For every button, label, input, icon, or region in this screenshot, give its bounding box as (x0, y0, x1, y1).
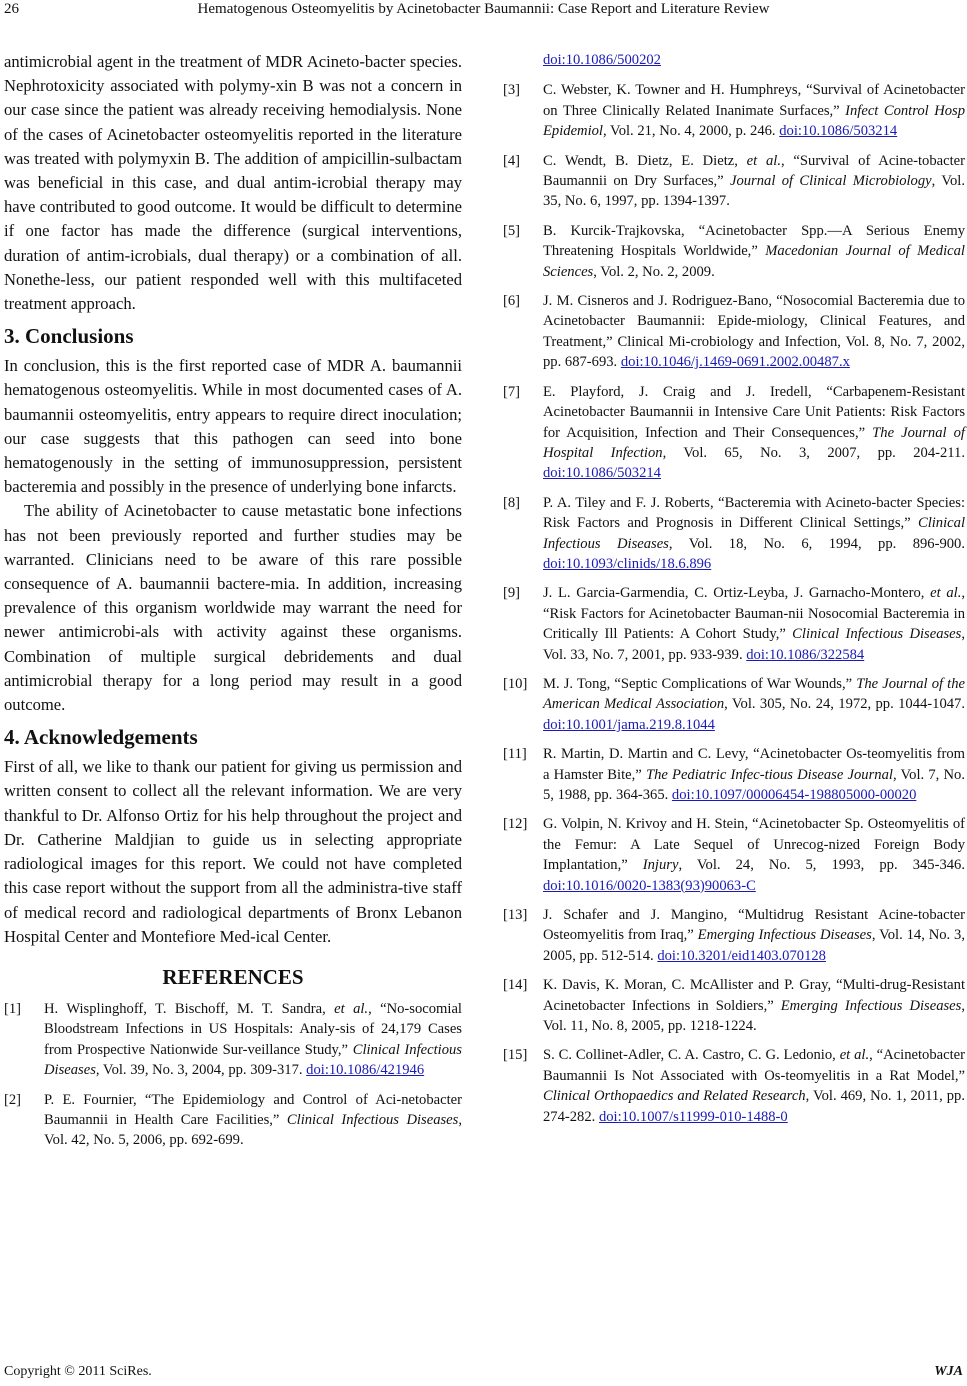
reference-number: [8] (503, 494, 521, 511)
reference-text: , Vol. 18, No. 6, 1994, pp. 896-900. (668, 535, 965, 552)
reference-7 (503, 382, 965, 484)
doi-link[interactable]: doi:10.1086/322584 (746, 646, 865, 663)
reference-number: [9] (503, 585, 521, 602)
reference-number: [13] (503, 907, 528, 924)
reference-journal: Clinical Infectious Diseases (44, 1041, 462, 1079)
reference-text: , Vol. 14, No. 3, 2005, pp. 512-514. (543, 927, 965, 964)
doi-link[interactable]: doi:10.3201/eid1403.070128 (657, 947, 826, 964)
reference-journal: Infect Control Hosp Epidemiol (543, 102, 966, 140)
reference-etal: et al. (839, 1047, 870, 1064)
reference-journal: Clinical Infectious Diseases (286, 1111, 459, 1128)
reference-number: [11] (503, 746, 527, 763)
doi-link[interactable]: doi:10.1046/j.1469-0691.2002.00487.x (620, 354, 850, 371)
doi-link[interactable]: doi:10.1093/clinids/18.6.896 (543, 555, 712, 572)
reference-number: [12] (503, 816, 528, 833)
reference-number: [7] (503, 383, 521, 400)
reference-14 (503, 975, 965, 1036)
reference-text: K. Davis, K. Moran, C. McAllister and P. Gray, “Multi-drug-Resistant Acinetobacter Infections in Soldiers,” (543, 977, 965, 1014)
reference-text: E. Playford, J. Craig and J. Iredell, “Carbapenem-Resistant Acinetobacter Baumannii in Intensive Care Unit Patients: Risk Factors for Acquisition, Infection and Their Consequences,” (543, 383, 965, 441)
reference-11 (503, 744, 965, 805)
reference-text: , “Survival of Acine-tobacter Baumannii on Dry Surfaces,” (543, 152, 965, 190)
reference-list (503, 80, 965, 1127)
doi-link[interactable]: doi:10.1001/jama.219.8.1044 (543, 716, 715, 733)
reference-etal: et al. (334, 1000, 369, 1017)
reference-text: , “No-socomial Bloodstream Infections in US Hospitals: Analy-sis of 24,179 Cases from Prospective Nationwide Sur-veillance Study,” (44, 1000, 462, 1058)
reference-text: , Vol. 24, No. 5, 1993, pp. 345-346. (678, 857, 965, 874)
left-column (4, 50, 462, 1160)
reference-text: , Vol. 39, No. 3, 2004, pp. 309-317. (95, 1062, 307, 1079)
paragraph-conclusions-2: The ability of Acinetobacter to cause metastatic bone infections has not been previously reported and further studies may be warranted. Clinicians need to be aware of this rare possible consequence of A. baumannii bactere-mia. In addition, increasing prevalence of this organism worldwide may warrant the need for newer antimicrobi-als with activity against these organisms. Combination of multiple surgical debridements and dual antimicrobial therapy for a long period may result in a good outcome. (4, 501, 462, 715)
reference-journal: Injury (642, 857, 679, 874)
reference-text: J. L. Garcia-Garmendia, C. Ortiz-Leyba, J. Garnacho-Montero, (543, 585, 931, 602)
reference-journal: Clinical Infectious Diseases (792, 626, 962, 643)
reference-journal: Journal of Clinical Microbiology (729, 173, 932, 190)
reference-13 (503, 905, 965, 966)
reference-text: , Vol. 469, No. 1, 2011, pp. 274-282. (543, 1088, 965, 1125)
reference-journal: The Journal of Hospital Infection (543, 424, 965, 461)
reference-text: , Vol. 305, No. 24, 1972, pp. 1044-1047. (724, 696, 966, 713)
doi-link[interactable]: doi:10.1097/00006454-198805000-00020 (671, 787, 917, 803)
reference-10 (503, 674, 965, 735)
reference-journal: The Pediatric Infec-tious Disease Journal (645, 766, 893, 783)
doi-link-continued[interactable]: doi:10.1086/500202 (543, 52, 661, 68)
reference-9 (503, 583, 965, 665)
doi-link[interactable]: doi:10.1016/0020-1383(93)90063-C (543, 877, 756, 894)
page-footer (0, 1362, 967, 1382)
reference-number: [1] (4, 1000, 22, 1017)
reference-text: S. C. Collinet-Adler, C. A. Castro, C. G. Ledonio, (543, 1047, 840, 1064)
reference-5 (503, 221, 965, 282)
reference-number: [3] (503, 82, 521, 99)
reference-text: , “Acinetobacter Baumannii Is Not Associated with Os-teomyelitis in a Rat Model,” (543, 1047, 965, 1084)
reference-text: , Vol. 2, No. 2, 2009. (593, 263, 715, 280)
reference-journal: Macedonian Journal of Medical Sciences (543, 243, 965, 280)
reference-text: , Vol. 42, No. 5, 2006, pp. 692-699. (44, 1111, 462, 1149)
heading-acknowledgements: 4. Acknowledgements (4, 725, 198, 750)
copyright-notice: Copyright © 2011 SciRes. (4, 1364, 152, 1379)
reference-number: [10] (503, 675, 528, 692)
reference-text: J. M. Cisneros and J. Rodriguez-Bano, “Nosocomial Bacteremia due to Acinetobacter Baumannii: Epide-miology, Clinical Features, and Treatment,” Clinical Mi-crobiology and Infection, Vol. 8, No. 7, 2002, pp. 687-693. (543, 293, 965, 371)
reference-number: [14] (503, 977, 528, 994)
reference-number: [4] (503, 152, 521, 169)
reference-text: J. Schafer and J. Mangino, “Multidrug Resistant Acine-tobacter Osteomyelitis from Iraq,” (543, 907, 965, 944)
running-title: Hematogenous Osteomyelitis by Acinetobacter Baumannii: Case Report and Literature Review (197, 1, 770, 17)
reference-text: , Vol. 21, No. 4, 2000, p. 246. (603, 123, 780, 140)
page-number: 26 (4, 1, 19, 17)
reference-text: H. Wisplinghoff, T. Bischoff, M. T. Sandra, (44, 1000, 335, 1017)
reference-text: , “Risk Factors for Acinetobacter Bauman-nii Nosocomial Bacteremia in Critically Ill Patients: A Cohort Study,” (543, 585, 966, 643)
reference-journal: Clinical Orthopaedics and Related Research (543, 1088, 806, 1105)
reference-2 (4, 1090, 462, 1151)
reference-journal: Clinical Infectious Diseases (543, 515, 965, 552)
doi-link[interactable]: doi:10.1086/421946 (306, 1062, 425, 1079)
doi-link[interactable]: doi:10.1086/503214 (543, 465, 661, 482)
paragraph-discussion-end: antimicrobial agent in the treatment of MDR Acineto-bacter species. Nephrotoxicity associated with polymy-xin B was not a concern in our case since the patient was already receiving hemodialysis. None of the cases of Acinetobacter osteomyelitis reported in the literature was treated with polymyxin B. The addition of ampicillin-sulbactam was beneficial in this case, and dual antim-icrobial therapy may have contributed to good outcome. It would be difficult to determine if one factor has made the difference (surgical interventions, duration of antim-icrobials, dual therapy) or a combination of all. Nonethe-less, our patient responded well with this multifaceted treatment approach. (4, 52, 462, 314)
reference-text: , Vol. 65, No. 3, 2007, pp. 204-211. (662, 444, 965, 461)
reference-text: B. Kurcik-Trajkovska, “Acinetobacter Spp.—A Serious Enemy Threatening Hospitals Worldwide,” (543, 222, 965, 260)
reference-text: C. Webster, K. Towner and H. Humphreys, “Survival of Acinetobacter on Three Clinically Related Inanimate Surfaces,” (543, 82, 965, 119)
reference-number: [15] (503, 1047, 528, 1064)
reference-3 (503, 80, 965, 141)
right-column (503, 50, 965, 1136)
reference-6 (503, 291, 965, 373)
reference-1 (4, 999, 462, 1081)
page-header (0, 0, 967, 22)
reference-number: [5] (503, 222, 521, 239)
reference-text: M. J. Tong, “Septic Complications of War Wounds,” (543, 675, 857, 692)
reference-journal: Emerging Infectious Diseases (697, 927, 872, 944)
reference-15 (503, 1045, 965, 1127)
reference-text: P. A. Tiley and F. J. Roberts, “Bacteremia with Acineto-bacter Species: Risk Factors and Prognosis in Different Clinical Settings,” (543, 494, 965, 532)
heading-references: REFERENCES (162, 964, 304, 989)
paragraph-conclusions-1: In conclusion, this is the first reported case of MDR A. baumannii hematogenous osteomyelitis. While in most documented cases of A. baumannii osteomyelitis, entry appears to require direct inoculation; our case suggests that this pathogen can seed into bone hematogenously in the setting of immunosuppression, persistent bacteremia and possibly in the presence of underlying bone infarcts. (4, 356, 462, 497)
doi-link[interactable]: doi:10.1007/s11999-010-1488-0 (598, 1108, 788, 1125)
reference-number: [2] (4, 1091, 22, 1108)
reference-text: , Vol. 33, No. 7, 2001, pp. 933-939. (543, 626, 965, 663)
reference-text: , Vol. 11, No. 8, 2005, pp. 1218-1224. (543, 997, 965, 1035)
reference-12 (503, 814, 965, 896)
reference-4 (503, 151, 965, 212)
heading-conclusions: 3. Conclusions (4, 324, 134, 349)
reference-text: , Vol. 7, No. 5, 1988, pp. 364-365. (543, 766, 965, 803)
reference-text: G. Volpin, N. Krivoy and H. Stein, “Acinetobacter Sp. Osteomyelitis of the Femur: A Late Sequel of Unrecog-nized Foreign Body Implantation,” (543, 816, 965, 874)
reference-journal: The Journal of the American Medical Association (543, 675, 966, 713)
paragraph-acknowledgements: First of all, we like to thank our patient for giving us permission and written consent to collect all the relevant information. We are very thankful to Dr. Alfonso Ortiz for his help throughout the project and Dr. Catherine Maldjian to guide us in selecting appropriate radiological images for this report. We could not have completed this case report without the support from all the administra-tive staff of medical record and radiological departments of Bronx Lebanon Hospital Center and Montefiore Med-ical Center. (4, 757, 462, 946)
reference-journal: Emerging Infectious Diseases (780, 997, 962, 1014)
reference-text: P. E. Fournier, “The Epidemiology and Control of Aci-netobacter Baumannii in Health Care Facilities,” (44, 1091, 462, 1128)
journal-abbreviation: WJA (934, 1364, 963, 1379)
reference-8 (503, 493, 965, 575)
reference-text: R. Martin, D. Martin and C. Levy, “Acinetobacter Os-teomyelitis from a Hamster Bite,” (543, 746, 965, 783)
reference-etal: et al. (746, 152, 781, 169)
reference-text: , Vol. 35, No. 6, 1997, pp. 1394-1397. (543, 173, 965, 210)
reference-etal: et al. (930, 585, 962, 602)
doi-link[interactable]: doi:10.1086/503214 (779, 123, 898, 140)
reference-text: C. Wendt, B. Dietz, E. Dietz, (543, 152, 747, 169)
reference-number: [6] (503, 293, 521, 310)
